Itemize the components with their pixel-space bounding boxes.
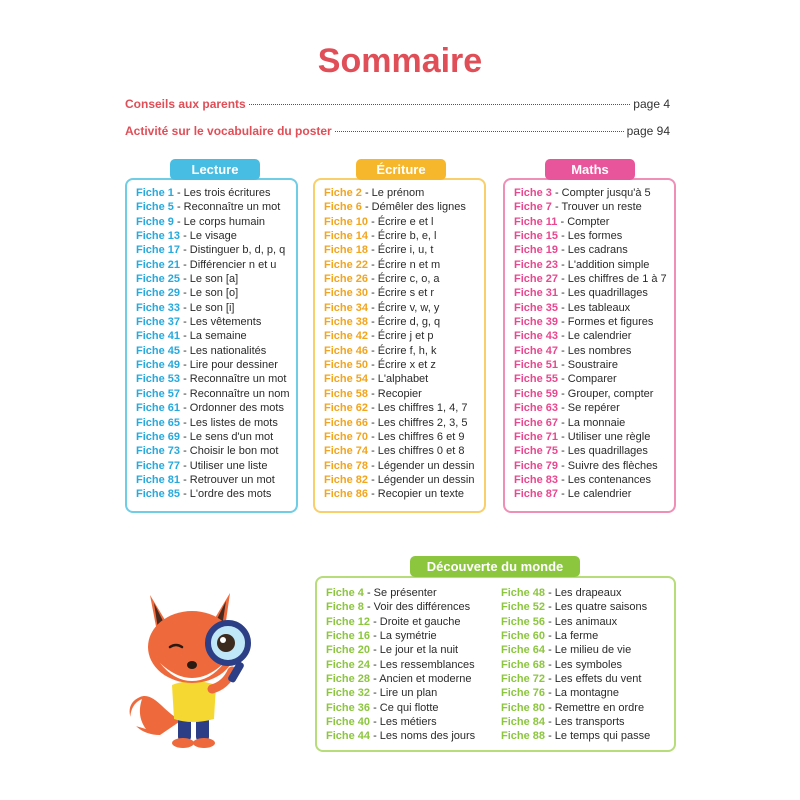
fiche-title: - Le calendrier (558, 330, 632, 343)
fiche-number: Fiche 9 (136, 215, 174, 228)
list-item[interactable] (514, 301, 667, 315)
list-item[interactable] (324, 372, 474, 386)
fiche-number: Fiche 68 (501, 658, 546, 671)
fiche-title: - Les transports (545, 716, 625, 729)
list-item[interactable] (324, 416, 474, 430)
toc-page: page 4 (633, 97, 670, 111)
fiche-title: - Comparer (558, 373, 617, 386)
fiche-title: - Retrouver un mot (180, 473, 275, 486)
list-item[interactable] (136, 272, 289, 286)
list-item[interactable] (136, 358, 289, 372)
fiche-number: Fiche 52 (501, 601, 546, 614)
fiche-title: - Écrire b, e, l (368, 230, 437, 243)
fiche-number: Fiche 35 (514, 301, 559, 314)
fiche-number: Fiche 22 (324, 258, 369, 271)
fiche-number: Fiche 60 (501, 630, 546, 643)
fiche-number: Fiche 28 (326, 673, 371, 686)
list-item[interactable] (136, 315, 289, 329)
fiche-title: - Le temps qui passe (545, 730, 651, 743)
list-item[interactable] (324, 329, 474, 343)
list-item[interactable] (514, 416, 667, 430)
list-item[interactable] (324, 286, 474, 300)
list-item[interactable] (326, 658, 475, 672)
fiche-number: Fiche 77 (136, 459, 181, 472)
list-item[interactable] (514, 215, 667, 229)
fiche-number: Fiche 10 (324, 215, 369, 228)
list-item[interactable] (326, 715, 475, 729)
list-item[interactable] (514, 358, 667, 372)
fiche-title: - La semaine (180, 330, 247, 343)
fiche-number: Fiche 24 (326, 658, 371, 671)
fiche-number: Fiche 30 (324, 287, 369, 300)
fiche-title: - Les ressemblances (370, 658, 475, 671)
list-item[interactable] (324, 301, 474, 315)
list-item[interactable] (514, 387, 667, 401)
fiche-title: - La monnaie (558, 416, 626, 429)
list-item[interactable] (501, 686, 650, 700)
fiche-title: - Les cadrans (558, 244, 628, 257)
fiche-number: Fiche 39 (514, 316, 559, 329)
fiche-number: Fiche 13 (136, 230, 181, 243)
fiche-number: Fiche 6 (324, 201, 362, 214)
fiche-title: - Légender un dessin (368, 473, 475, 486)
fiche-number: Fiche 49 (136, 359, 181, 372)
maths-tab: Maths (545, 159, 635, 180)
fiche-number: Fiche 36 (326, 701, 371, 714)
fiche-title: - Les quatre saisons (545, 601, 648, 614)
list-item[interactable] (501, 658, 650, 672)
fiche-number: Fiche 51 (514, 359, 559, 372)
fiche-title: - Écrire f, h, k (368, 344, 437, 357)
fiche-title: - Trouver un reste (551, 201, 642, 214)
fiche-number: Fiche 81 (136, 473, 181, 486)
fiche-number: Fiche 5 (136, 201, 174, 214)
list-item[interactable] (324, 387, 474, 401)
fiche-number: Fiche 47 (514, 344, 559, 357)
list-item[interactable] (324, 315, 474, 329)
list-item[interactable] (514, 459, 667, 473)
fiche-number: Fiche 56 (501, 615, 546, 628)
list-item[interactable] (136, 401, 289, 415)
list-item[interactable] (136, 329, 289, 343)
fiche-number: Fiche 69 (136, 430, 181, 443)
fiche-number: Fiche 75 (514, 445, 559, 458)
dot-leader (249, 104, 631, 105)
list-item[interactable] (324, 229, 474, 243)
list-item[interactable] (501, 715, 650, 729)
fiche-title: - Les chiffres 1, 4, 7 (368, 402, 468, 415)
fiche-number: Fiche 21 (136, 258, 181, 271)
toc-entry-poster[interactable] (125, 124, 670, 138)
fiche-number: Fiche 54 (324, 373, 369, 386)
fiche-title: - Se repérer (558, 402, 620, 415)
list-item[interactable] (136, 444, 289, 458)
list-item[interactable] (324, 473, 474, 487)
fiche-title: - Les chiffres 2, 3, 5 (368, 416, 468, 429)
fiche-number: Fiche 80 (501, 701, 546, 714)
list-item[interactable] (136, 243, 289, 257)
fiche-number: Fiche 50 (324, 359, 369, 372)
fiche-number: Fiche 70 (324, 430, 369, 443)
fiche-number: Fiche 45 (136, 344, 181, 357)
fiche-title: - Le sens d'un mot (180, 430, 274, 443)
fiche-title: - Écrire d, g, q (368, 316, 441, 329)
fiche-title: - Les animaux (545, 615, 618, 628)
fiche-number: Fiche 86 (324, 488, 369, 501)
list-item[interactable] (136, 200, 289, 214)
fiche-title: - Les quadrillages (558, 287, 648, 300)
fiche-number: Fiche 8 (326, 601, 364, 614)
maths-list (514, 186, 667, 502)
fiche-number: Fiche 2 (324, 187, 362, 199)
list-item[interactable] (326, 686, 475, 700)
fiche-title: - Le milieu de vie (545, 644, 632, 657)
fiche-title: - L'alphabet (368, 373, 429, 386)
fiche-title: - Écrire s et r (368, 287, 435, 300)
fiche-number: Fiche 7 (514, 201, 552, 214)
fiche-number: Fiche 64 (501, 644, 546, 657)
fiche-title: - Les effets du vent (545, 673, 642, 686)
fiche-title: - Ce qui flotte (370, 701, 439, 714)
list-item[interactable] (324, 344, 474, 358)
fox-with-magnifying-glass-icon (120, 585, 280, 755)
fiche-number: Fiche 65 (136, 416, 181, 429)
fiche-title: - La symétrie (370, 630, 437, 643)
toc-label: Conseils aux parents (125, 97, 246, 111)
fiche-number: Fiche 62 (324, 402, 369, 415)
toc-page: page 94 (626, 124, 670, 138)
list-item[interactable] (501, 615, 650, 629)
fiche-number: Fiche 58 (324, 387, 369, 400)
fiche-number: Fiche 61 (136, 402, 181, 415)
fiche-title: - Les nationalités (180, 344, 267, 357)
fiche-title: - Le son [a] (180, 273, 239, 286)
fiche-title: - Le visage (180, 230, 237, 243)
list-item[interactable] (501, 600, 650, 614)
fiche-title: - Légender un dessin (368, 459, 475, 472)
list-item[interactable] (514, 473, 667, 487)
fiche-title: - Le prénom (361, 187, 425, 199)
fiche-title: - Écrire c, o, a (368, 273, 440, 286)
fiche-number: Fiche 72 (501, 673, 546, 686)
fiche-number: Fiche 25 (136, 273, 181, 286)
fiche-number: Fiche 76 (501, 687, 546, 700)
fiche-number: Fiche 4 (326, 587, 364, 599)
fiche-title: - Remettre en ordre (545, 701, 645, 714)
fiche-title: - Écrire n et m (368, 258, 441, 271)
lecture-list (136, 186, 289, 502)
list-item[interactable] (514, 186, 667, 200)
list-item[interactable] (326, 729, 475, 743)
decouverte-list-col1 (326, 586, 475, 744)
fiche-title: - Le jour et la nuit (370, 644, 459, 657)
list-item[interactable] (514, 272, 667, 286)
list-item[interactable] (324, 258, 474, 272)
fiche-number: Fiche 27 (514, 273, 559, 286)
list-item[interactable] (326, 672, 475, 686)
fiche-number: Fiche 87 (514, 488, 559, 501)
fiche-title: - Écrire x et z (368, 359, 436, 372)
fiche-title: - Les symboles (545, 658, 623, 671)
fiche-number: Fiche 67 (514, 416, 559, 429)
list-item[interactable] (324, 401, 474, 415)
fiche-number: Fiche 11 (514, 215, 558, 228)
list-item[interactable] (136, 301, 289, 315)
fiche-title: - Utiliser une règle (558, 430, 651, 443)
list-item[interactable] (326, 600, 475, 614)
list-item[interactable] (501, 643, 650, 657)
fiche-number: Fiche 40 (326, 716, 371, 729)
fiche-title: - Suivre des flèches (558, 459, 658, 472)
list-item[interactable] (501, 672, 650, 686)
fiche-title: - Les listes de mots (180, 416, 278, 429)
fiche-title: - Droite et gauche (370, 615, 461, 628)
list-item[interactable] (514, 286, 667, 300)
fiche-number: Fiche 55 (514, 373, 559, 386)
list-item[interactable] (136, 215, 289, 229)
list-item[interactable] (324, 459, 474, 473)
fiche-title: - Différencier n et u (180, 258, 277, 271)
fiche-title: - Ancien et moderne (370, 673, 472, 686)
fiche-title: - Grouper, compter (558, 387, 654, 400)
decouverte-tab: Découverte du monde (410, 556, 580, 577)
fiche-number: Fiche 32 (326, 687, 371, 700)
list-item[interactable] (514, 344, 667, 358)
fiche-number: Fiche 48 (501, 587, 546, 599)
fiche-number: Fiche 41 (136, 330, 181, 343)
fiche-number: Fiche 14 (324, 230, 369, 243)
fiche-number: Fiche 73 (136, 445, 181, 458)
fiche-number: Fiche 23 (514, 258, 559, 271)
fiche-title: - Ordonner des mots (180, 402, 284, 415)
fiche-number: Fiche 33 (136, 301, 181, 314)
list-item[interactable] (136, 487, 289, 501)
fiche-title: - Les vêtements (180, 316, 262, 329)
fiche-title: - Se présenter (363, 587, 437, 599)
toc-entry-parents[interactable] (125, 97, 670, 111)
fiche-title: - Distinguer b, d, p, q (180, 244, 286, 257)
list-item[interactable] (324, 272, 474, 286)
fiche-number: Fiche 17 (136, 244, 181, 257)
fiche-title: - Les contenances (558, 473, 651, 486)
fiche-number: Fiche 20 (326, 644, 371, 657)
fiche-title: - Les chiffres 0 et 8 (368, 445, 465, 458)
fiche-title: - Les drapeaux (545, 587, 622, 599)
fiche-title: - Les quadrillages (558, 445, 648, 458)
fiche-number: Fiche 53 (136, 373, 181, 386)
list-item[interactable] (514, 329, 667, 343)
fiche-title: - Choisir le bon mot (180, 445, 279, 458)
fiche-title: - Écrire i, u, t (368, 244, 434, 257)
list-item[interactable] (501, 629, 650, 643)
fiche-title: - Le calendrier (558, 488, 632, 501)
fiche-number: Fiche 31 (514, 287, 559, 300)
list-item[interactable] (501, 701, 650, 715)
list-item[interactable] (136, 459, 289, 473)
fiche-title: - Compter (557, 215, 610, 228)
fiche-number: Fiche 12 (326, 615, 371, 628)
fiche-title: - L'addition simple (558, 258, 650, 271)
fiche-title: - Reconnaître un nom (180, 387, 290, 400)
fiche-number: Fiche 57 (136, 387, 181, 400)
fiche-number: Fiche 43 (514, 330, 559, 343)
list-item[interactable] (326, 586, 475, 600)
list-item[interactable] (136, 344, 289, 358)
fiche-title: - Reconnaître un mot (180, 373, 287, 386)
list-item[interactable] (514, 229, 667, 243)
list-item[interactable] (514, 243, 667, 257)
fiche-number: Fiche 19 (514, 244, 559, 257)
list-item[interactable] (136, 416, 289, 430)
list-item[interactable] (324, 430, 474, 444)
fiche-number: Fiche 34 (324, 301, 369, 314)
page-title: Sommaire (317, 42, 483, 80)
list-item[interactable] (514, 258, 667, 272)
fiche-number: Fiche 79 (514, 459, 559, 472)
fiche-number: Fiche 71 (514, 430, 559, 443)
fiche-title: - Le son [i] (180, 301, 235, 314)
list-item[interactable] (514, 444, 667, 458)
decouverte-list-col2 (501, 586, 650, 744)
fiche-title: - Les tableaux (558, 301, 631, 314)
fiche-number: Fiche 38 (324, 316, 369, 329)
list-item[interactable] (136, 286, 289, 300)
list-item[interactable] (136, 473, 289, 487)
fiche-title: - Les chiffres 6 et 9 (368, 430, 465, 443)
list-item[interactable] (324, 444, 474, 458)
list-item[interactable] (136, 387, 289, 401)
fiche-number: Fiche 16 (326, 630, 371, 643)
fiche-title: - Voir des différences (363, 601, 471, 614)
fiche-title: - La ferme (545, 630, 599, 643)
list-item[interactable] (324, 243, 474, 257)
fiche-number: Fiche 3 (514, 187, 552, 199)
toc-label: Activité sur le vocabulaire du poster (125, 124, 332, 138)
fiche-title: - Démêler des lignes (361, 201, 466, 214)
fiche-title: - Les formes (558, 230, 623, 243)
fiche-number: Fiche 26 (324, 273, 369, 286)
list-item[interactable] (136, 229, 289, 243)
fiche-number: Fiche 46 (324, 344, 369, 357)
fiche-number: Fiche 74 (324, 445, 369, 458)
fiche-number: Fiche 29 (136, 287, 181, 300)
fiche-title: - Les nombres (558, 344, 632, 357)
list-item[interactable] (326, 615, 475, 629)
list-item[interactable] (324, 215, 474, 229)
fiche-number: Fiche 42 (324, 330, 369, 343)
fiche-title: - Lire pour dessiner (180, 359, 278, 372)
lecture-tab: Lecture (170, 159, 260, 180)
list-item[interactable] (136, 258, 289, 272)
fiche-title: - Reconnaître un mot (173, 201, 281, 214)
fiche-title: - Les métiers (370, 716, 437, 729)
list-item[interactable] (326, 643, 475, 657)
fiche-title: - Le son [o] (180, 287, 239, 300)
fiche-title: - Compter jusqu'à 5 (551, 187, 651, 199)
fiche-title: - Les noms des jours (370, 730, 476, 743)
fiche-title: - Utiliser une liste (180, 459, 268, 472)
list-item[interactable] (326, 629, 475, 643)
ecriture-list (324, 186, 474, 502)
list-item[interactable] (501, 729, 650, 743)
fiche-title: - Soustraire (558, 359, 618, 372)
fiche-number: Fiche 83 (514, 473, 559, 486)
fiche-title: - Les chiffres de 1 à 7 (558, 273, 667, 286)
fiche-number: Fiche 37 (136, 316, 181, 329)
list-item[interactable] (514, 401, 667, 415)
fiche-title: - Le corps humain (173, 215, 266, 228)
list-item[interactable] (324, 200, 474, 214)
list-item[interactable] (326, 701, 475, 715)
list-item[interactable] (324, 487, 474, 501)
fiche-title: - Écrire v, w, y (368, 301, 440, 314)
fiche-number: Fiche 44 (326, 730, 371, 743)
fiche-title: - Lire un plan (370, 687, 438, 700)
fiche-number: Fiche 63 (514, 402, 559, 415)
fiche-title: - Écrire e et l (368, 215, 434, 228)
list-item[interactable] (514, 430, 667, 444)
list-item[interactable] (136, 186, 289, 200)
list-item[interactable] (324, 186, 474, 200)
fiche-title: - Recopier un texte (368, 488, 465, 501)
fiche-number: Fiche 82 (324, 473, 369, 486)
fiche-number: Fiche 85 (136, 488, 181, 501)
fiche-number: Fiche 66 (324, 416, 369, 429)
list-item[interactable] (514, 200, 667, 214)
fiche-title: - Les trois écritures (173, 187, 271, 199)
ecriture-tab: Écriture (356, 159, 446, 180)
list-item[interactable] (514, 372, 667, 386)
fiche-number: Fiche 1 (136, 187, 174, 199)
fiche-number: Fiche 84 (501, 716, 546, 729)
fiche-number: Fiche 59 (514, 387, 559, 400)
fiche-number: Fiche 18 (324, 244, 369, 257)
list-item[interactable] (136, 372, 289, 386)
fiche-title: - Recopier (368, 387, 422, 400)
fiche-title: - Formes et figures (558, 316, 654, 329)
fiche-title: - La montagne (545, 687, 620, 700)
list-item[interactable] (324, 358, 474, 372)
fiche-title: - L'ordre des mots (180, 488, 272, 501)
list-item[interactable] (501, 586, 650, 600)
list-item[interactable] (514, 315, 667, 329)
fiche-number: Fiche 78 (324, 459, 369, 472)
fiche-title: - Écrire j et p (368, 330, 434, 343)
list-item[interactable] (514, 487, 667, 501)
list-item[interactable] (136, 430, 289, 444)
dot-leader (335, 131, 624, 132)
fiche-number: Fiche 88 (501, 730, 546, 743)
fiche-number: Fiche 15 (514, 230, 559, 243)
